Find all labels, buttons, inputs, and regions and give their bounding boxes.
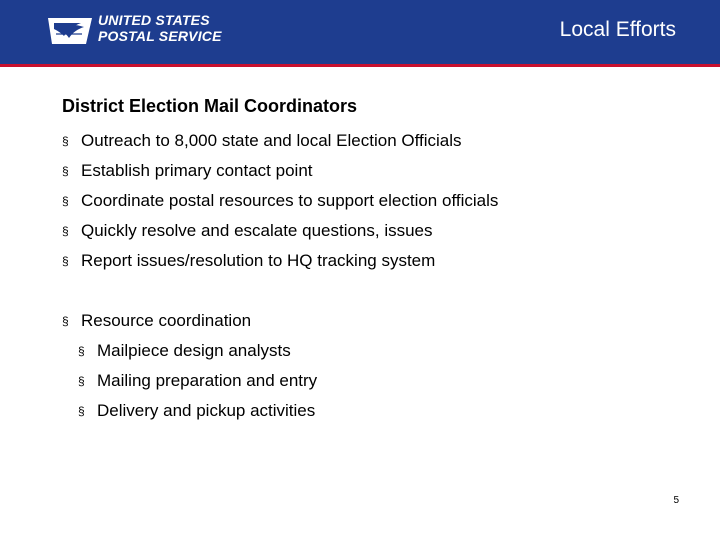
bullet-marker: § [62, 134, 69, 148]
list-item [62, 246, 682, 276]
list-item [62, 186, 682, 216]
usps-logo-line1: UNITED STATES [98, 12, 210, 28]
sub-list-item [62, 396, 682, 426]
list-item-text: Resource coordination [81, 311, 252, 330]
list-item [62, 306, 682, 336]
list-item [62, 126, 682, 156]
list-item-text: Coordinate postal resources to support election officials [81, 191, 499, 210]
list-item-text: Establish primary contact point [81, 161, 313, 180]
usps-logo [46, 11, 246, 53]
list-item [62, 156, 682, 186]
bullet-marker: § [62, 254, 69, 268]
resource-coordination-list [62, 306, 682, 336]
sub-list-item-text: Mailpiece design analysts [97, 341, 291, 360]
bullet-marker: § [62, 164, 69, 178]
bullet-marker: § [62, 314, 69, 328]
header-red-rule [0, 64, 720, 67]
section-heading: District Election Mail Coordinators [62, 96, 358, 116]
bullet-marker: § [78, 374, 85, 388]
slide-content [62, 94, 682, 426]
coordinator-duties-list [62, 126, 682, 276]
sub-list-item [62, 336, 682, 366]
page-number: 5 [673, 495, 679, 506]
sub-list-item-text: Mailing preparation and entry [97, 371, 318, 390]
usps-logo-line2: POSTAL SERVICE [98, 28, 222, 44]
slide-title: Local Efforts [559, 18, 676, 41]
list-item-text: Quickly resolve and escalate questions, issues [81, 221, 433, 240]
resource-coordination-sublist [62, 336, 682, 426]
usps-eagle-icon [46, 14, 94, 48]
list-item-text: Report issues/resolution to HQ tracking system [81, 251, 436, 270]
bullet-marker: § [78, 344, 85, 358]
bullet-marker: § [62, 194, 69, 208]
bullet-marker: § [78, 404, 85, 418]
bullet-marker: § [62, 224, 69, 238]
sub-list-item-text: Delivery and pickup activities [97, 401, 316, 420]
list-item [62, 216, 682, 246]
list-item-text: Outreach to 8,000 state and local Election Officials [81, 131, 462, 150]
sub-list-item [62, 366, 682, 396]
header-bar [0, 0, 720, 64]
